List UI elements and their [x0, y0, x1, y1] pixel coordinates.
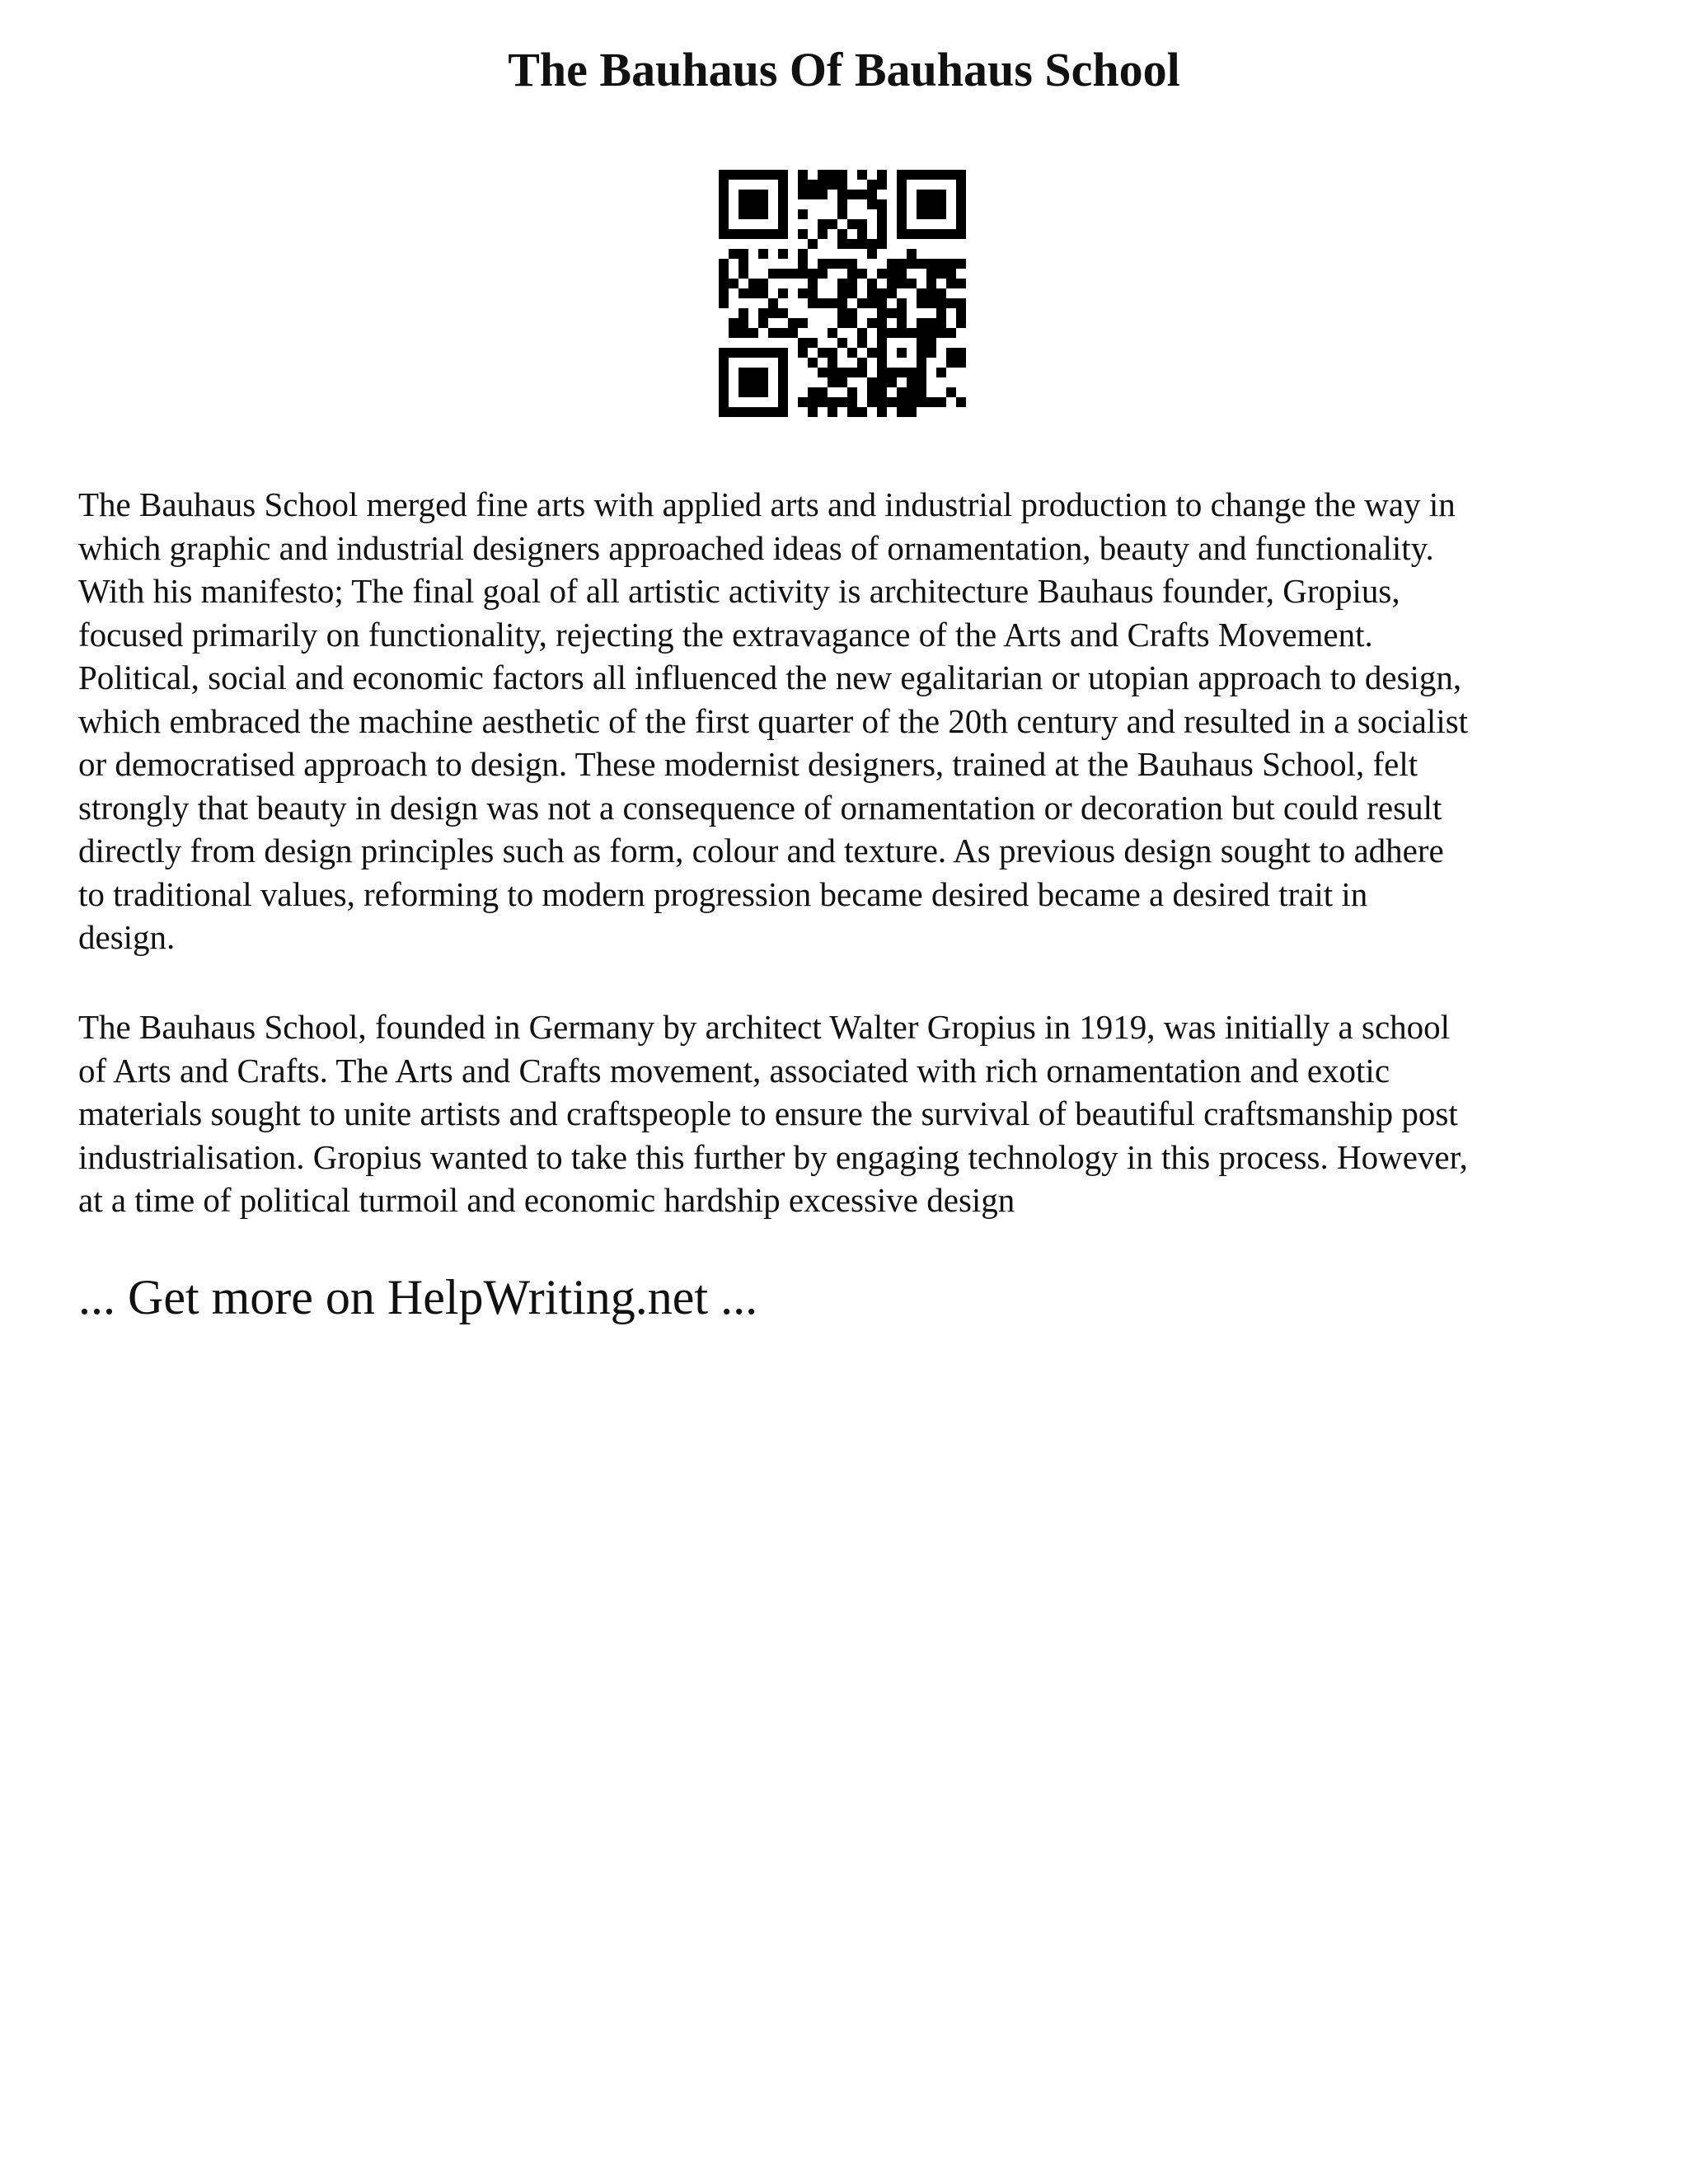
- paragraph-1: [78, 483, 1628, 959]
- paragraph-line: which embraced the machine aesthetic of the first quarter of the 20th century and resulted in a socialist: [78, 701, 1469, 740]
- paragraph-line: The Bauhaus School merged fine arts with applied arts and industrial production to change the way in: [78, 485, 1456, 523]
- paragraph-line: of Arts and Crafts. The Arts and Crafts movement, associated with rich ornamentation and exotic: [78, 1051, 1390, 1090]
- paragraph-line: at a time of political turmoil and economic hardship excessive design: [78, 1181, 1015, 1219]
- paragraph-line: The Bauhaus School, founded in Germany by architect Walter Gropius in 1919, was initially a school: [78, 1008, 1451, 1046]
- paragraph-line: With his manifesto; The final goal of all artistic activity is architecture Bauhaus founder, Gropius,: [78, 572, 1400, 610]
- paragraph-line: to traditional values, reforming to modern progression became desired became a desired trait in: [78, 874, 1368, 913]
- paragraph-line: directly from design principles such as form, colour and texture. As previous design sought to adhere: [78, 832, 1444, 869]
- paragraph-2: [78, 1005, 1628, 1222]
- paragraph-line: materials sought to unite artists and craftspeople to ensure the survival of beautiful craftsmanship post: [78, 1094, 1458, 1132]
- qr-code-icon: [719, 170, 966, 417]
- paragraph-line: or democratised approach to design. These modernist designers, trained at the Bauhaus School, felt: [78, 745, 1418, 783]
- paragraph-line: strongly that beauty in design was not a consequence of ornamentation or decoration but could result: [78, 788, 1442, 827]
- paragraph-line: which graphic and industrial designers approached ideas of ornamentation, beauty and functionality.: [78, 528, 1434, 567]
- paragraph-line: Political, social and economic factors all influenced the new egalitarian or utopian approach to design,: [78, 658, 1462, 696]
- get-more-link[interactable]: ... Get more on HelpWriting.net ...: [78, 1270, 758, 1324]
- paragraph-line: focused primarily on functionality, rejecting the extravagance of the Arts and Crafts Movement.: [78, 615, 1373, 654]
- paragraph-line: design.: [78, 918, 176, 956]
- paragraph-line: industrialisation. Gropius wanted to take this further by engaging technology in this process. However,: [78, 1137, 1468, 1176]
- page-title: The Bauhaus Of Bauhaus School: [508, 43, 1180, 96]
